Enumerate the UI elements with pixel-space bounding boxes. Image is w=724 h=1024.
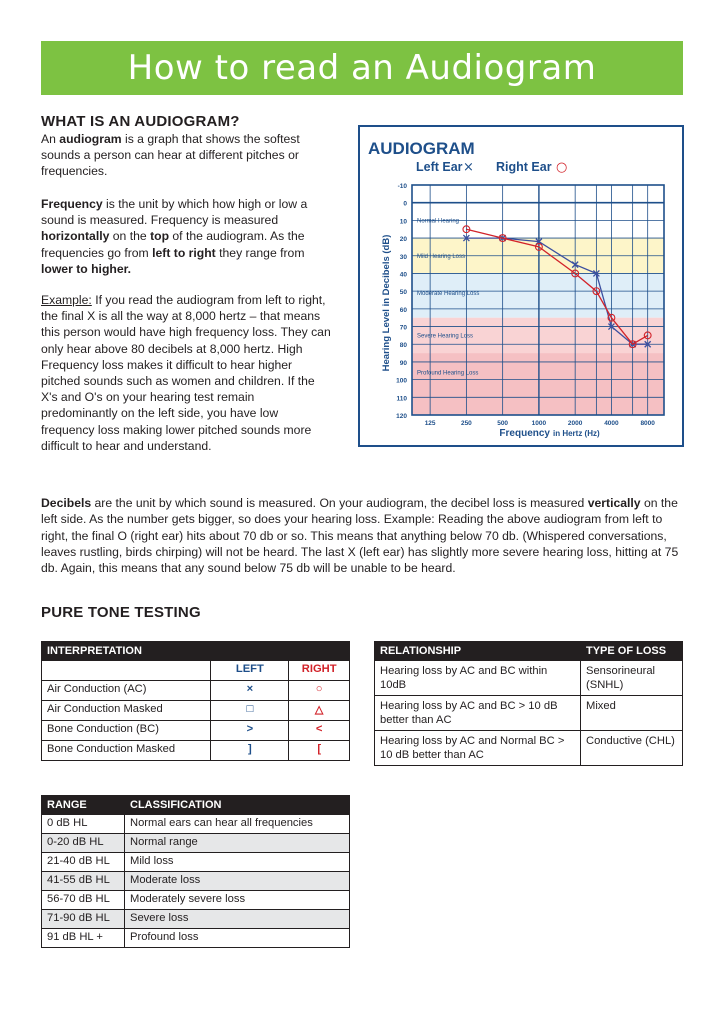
table-cell: Severe loss	[125, 910, 350, 929]
table-cell	[42, 661, 211, 681]
table-row	[42, 661, 350, 681]
text: they range from	[215, 245, 305, 260]
y-tick-label: 20	[399, 236, 407, 244]
table-row	[42, 929, 350, 948]
decibels-paragraph	[41, 495, 686, 576]
table-cell: Profound loss	[125, 929, 350, 948]
table-row	[375, 731, 683, 766]
chart-title: AUDIOGRAM	[368, 139, 475, 158]
symbol-less-than: <	[289, 721, 350, 741]
table-cell: Hearing loss by AC and BC > 10 dB better than AC	[375, 696, 581, 731]
text: is a graph that shows the softest sounds a person can hear at different pitches or frequencies.	[41, 132, 300, 179]
audiogram-chart	[358, 125, 684, 447]
text: on the	[109, 229, 151, 244]
x-axis-label-main: Frequency	[499, 428, 550, 439]
intro-paragraph-2	[41, 196, 331, 277]
symbol-triangle: △	[289, 701, 350, 721]
symbol-greater-than: >	[211, 721, 289, 741]
y-tick-label: 60	[399, 306, 407, 314]
what-heading: WHAT IS AN AUDIOGRAM?	[41, 113, 240, 130]
band-label: Severe Hearing Loss	[417, 333, 474, 340]
x-tick-label: 1000	[531, 420, 547, 427]
table-cell: 71-90 dB HL	[42, 910, 125, 929]
symbol-circle: ○	[289, 681, 350, 701]
text: is the unit by which how high or low a sound is measured. Frequency is measured	[41, 197, 308, 228]
table-row	[375, 661, 683, 696]
table-cell: Normal ears can hear all frequencies	[125, 815, 350, 834]
text: If you read the audiogram from left to right, the final X is all the way at 8,000 hertz – that means this person would have high frequency loss. They can only hear above 80 decibels at 8,000 hertz. High Frequency loss makes it difficult to hear higher pitched sounds such as women and children. If the X's and O's on your hearing test remain predominantly on the left side, you have low frequency loss making lower pitched sounds more difficult to hear and understand.	[41, 293, 331, 453]
table-row	[42, 891, 350, 910]
table-cell: 91 dB HL +	[42, 929, 125, 948]
y-tick-label: 10	[399, 218, 407, 226]
table-header-row	[42, 642, 350, 661]
table-row	[42, 910, 350, 929]
table-row	[42, 834, 350, 853]
table-row	[42, 701, 350, 721]
text-bold: Frequency	[41, 197, 103, 211]
table-header: RELATIONSHIP	[375, 642, 581, 661]
y-tick-label: 70	[399, 324, 407, 332]
table-header: CLASSIFICATION	[125, 796, 350, 815]
text-bold: Decibels	[41, 496, 92, 510]
y-tick-label: 110	[396, 395, 407, 403]
y-tick-label: 40	[399, 271, 407, 279]
table-cell: Hearing loss by AC and Normal BC > 10 dB better than AC	[375, 731, 581, 766]
y-tick-label: 30	[399, 253, 407, 261]
table-cell: 56-70 dB HL	[42, 891, 125, 910]
y-tick-label: 80	[399, 342, 407, 350]
table-row	[42, 853, 350, 872]
symbol-right-bracket: ]	[211, 741, 289, 761]
audiogram-svg	[360, 127, 682, 445]
y-tick-label: 50	[399, 289, 407, 297]
legend-right-label: Right Ear	[496, 160, 552, 174]
interpretation-table	[41, 641, 350, 761]
table-cell: Normal range	[125, 834, 350, 853]
y-axis-label: Hearing Level in Decibels (dB)	[381, 234, 392, 372]
table-header: TYPE OF LOSS	[581, 642, 683, 661]
x-tick-label: 500	[497, 420, 509, 427]
table-header-row	[375, 642, 683, 661]
text: on the left side. As the number gets bigger, so does your hearing loss. Example: Reading the above audiogram from left to right, the final O (right ear) hits about 70 db or so. This means that anything below 70 db. (Whispered conversations, leaves rustling, birds chirping) will not be heard. The last X (left ear) has slightly more severe hearing loss, hitting at 75 db. Again, this means that any sound below 75 db will be unable to be heard.	[41, 496, 679, 576]
text: of the audiogram. As the frequencies go from	[41, 229, 305, 260]
page-title: How to read an Audiogram	[41, 41, 683, 95]
legend-right-symbol: ○	[556, 160, 568, 175]
x-tick-label: 4000	[604, 420, 619, 427]
table-row	[42, 815, 350, 834]
table-row	[42, 681, 350, 701]
table-cell: 21-40 dB HL	[42, 853, 125, 872]
table-row	[42, 721, 350, 741]
table-cell: Moderately severe loss	[125, 891, 350, 910]
table-header	[211, 642, 289, 661]
relationship-table	[374, 641, 683, 766]
table-header-row	[42, 796, 350, 815]
text-bold: left to right	[152, 245, 216, 260]
band-label: Profound Hearing Loss	[417, 370, 479, 377]
symbol-square: □	[211, 701, 289, 721]
text: An	[41, 132, 60, 146]
table-row	[42, 741, 350, 761]
symbol-left-bracket: [	[289, 741, 350, 761]
table-cell: Bone Conduction (BC)	[42, 721, 211, 741]
band-label: Mild Hearing Loss	[417, 253, 466, 260]
table-cell: Mixed	[581, 696, 683, 731]
symbol-cross: ×	[211, 681, 289, 701]
x-tick-label: 2000	[567, 420, 583, 427]
text-bold: vertically	[587, 496, 641, 510]
legend-left-symbol: ×	[463, 160, 474, 175]
text-bold: lower to higher.	[41, 261, 132, 276]
table-cell: Bone Conduction Masked	[42, 741, 211, 761]
legend-left-label: Left Ear	[416, 160, 463, 174]
y-tick-label: -10	[397, 183, 407, 190]
y-tick-label: 0	[403, 200, 407, 208]
plot-area	[396, 183, 664, 427]
table-cell: 0-20 dB HL	[42, 834, 125, 853]
text-underline: Example:	[41, 293, 92, 307]
y-tick-label: 90	[399, 359, 407, 367]
range-table	[41, 795, 350, 948]
band-label: Moderate Hearing Loss	[417, 290, 480, 297]
table-cell: Mild loss	[125, 853, 350, 872]
table-cell: Moderate loss	[125, 872, 350, 891]
text-bold: audiogram	[59, 132, 122, 146]
text-bold: horizontally	[41, 229, 110, 244]
x-tick-label: 125	[424, 420, 436, 427]
text-bold: top	[150, 229, 170, 244]
table-row	[42, 872, 350, 891]
intro-paragraph-3	[41, 292, 331, 454]
x-tick-label: 250	[460, 420, 472, 427]
x-tick-label: 8000	[640, 420, 655, 427]
intro-paragraph-1	[41, 131, 331, 180]
table-cell: 0 dB HL	[42, 815, 125, 834]
table-header: RANGE	[42, 796, 125, 815]
table-cell: Hearing loss by AC and BC within 10dB	[375, 661, 581, 696]
table-cell: Air Conduction Masked	[42, 701, 211, 721]
column-right: RIGHT	[289, 661, 350, 681]
y-tick-label: 100	[396, 377, 407, 385]
band-0	[412, 185, 664, 238]
text: are the unit by which sound is measured. On your audiogram, the decibel loss is measured	[91, 496, 588, 510]
column-left: LEFT	[211, 661, 289, 681]
x-axis-label-sub: in Hertz (Hz)	[553, 429, 600, 438]
table-cell: 41-55 dB HL	[42, 872, 125, 891]
table-row	[375, 696, 683, 731]
table-cell: Conductive (CHL)	[581, 731, 683, 766]
table-header	[289, 642, 350, 661]
pure-tone-heading: PURE TONE TESTING	[41, 604, 201, 621]
y-tick-label: 120	[396, 413, 407, 420]
table-cell: Air Conduction (AC)	[42, 681, 211, 701]
band-4	[412, 353, 664, 415]
table-cell: Sensorineural (SNHL)	[581, 661, 683, 696]
table-header: INTERPRETATION	[42, 642, 211, 661]
band-label: Normal Hearing	[417, 218, 460, 225]
